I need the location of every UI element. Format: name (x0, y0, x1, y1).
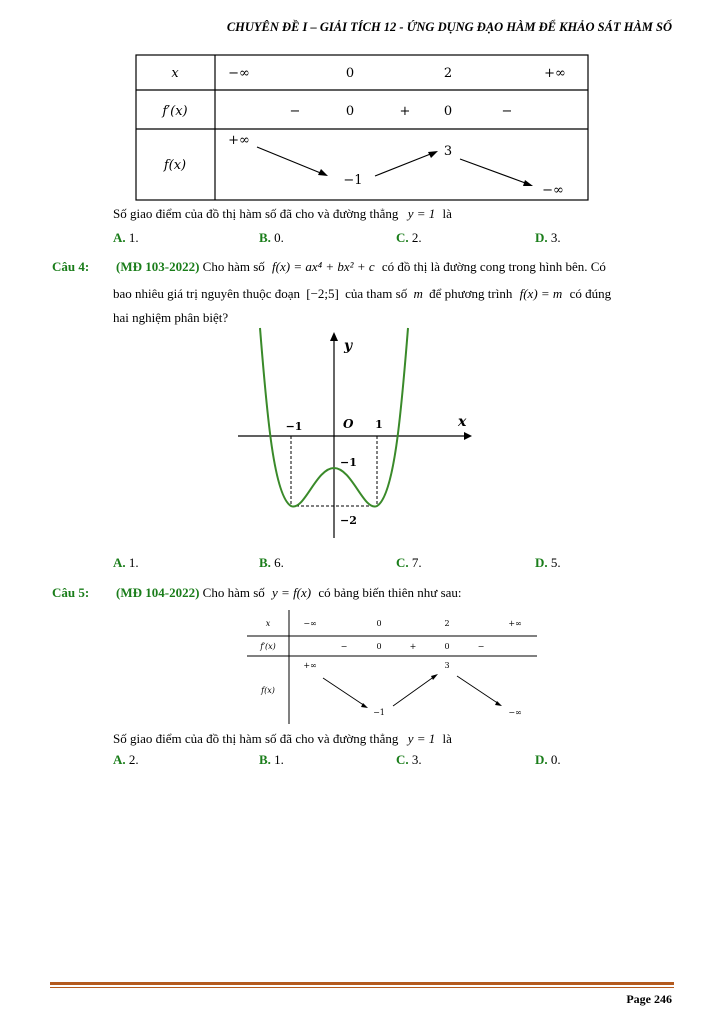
graph-x-label: x (458, 414, 467, 430)
option-value: 6. (274, 555, 284, 570)
table1-arrow-down (257, 147, 328, 176)
table2-f-value: −∞ (508, 708, 522, 717)
q4-text: của tham số (345, 286, 408, 301)
q4-text: có đúng (569, 286, 612, 301)
option-letter: B. (259, 752, 271, 767)
table1-arrow-down (460, 159, 533, 186)
option-letter: A. (113, 230, 126, 245)
table2-f-value: −1 (373, 708, 385, 717)
q3-option-c[interactable] (396, 230, 422, 246)
q4-option-d[interactable] (535, 555, 561, 571)
q5-option-c[interactable] (396, 752, 422, 768)
q4-function: f(x) = ax⁴ + bx² + c (272, 259, 375, 274)
table2-arrow-down (457, 676, 502, 706)
q4-interval: [−2;5] (306, 286, 339, 301)
option-letter: C. (396, 752, 409, 767)
y-axis-arrow-icon (330, 332, 338, 341)
q5-option-a[interactable] (113, 752, 139, 768)
page-header-title: CHUYÊN ĐỀ I – GIẢI TÍCH 12 - ỨNG DỤNG ĐẠO HÀM ĐỂ KHẢO SÁT HÀM SỐ (226, 20, 672, 34)
option-value: 2. (128, 752, 139, 767)
option-value: 3. (550, 230, 561, 245)
q4-text: hai nghiệm phân biệt? (113, 310, 229, 325)
option-value: 5. (550, 555, 561, 570)
q4-text: Cho hàm số (202, 259, 265, 274)
footer-divider (50, 982, 674, 985)
q5-source: (MĐ 104-2022) (116, 585, 200, 600)
table1-fprime-value: + (399, 104, 411, 119)
table1-fprime-value: 0 (443, 104, 453, 119)
table1-x-label: x (171, 66, 179, 81)
table2-fprime-value: − (477, 642, 485, 651)
option-letter: C. (396, 230, 409, 245)
table2-f-value: +∞ (303, 661, 317, 670)
table1-f-value: −1 (343, 173, 363, 188)
q4-option-a[interactable] (113, 555, 139, 571)
q3-equation: y = 1 (407, 206, 436, 221)
q4-label: Câu 4: (52, 259, 90, 274)
option-value: 0. (550, 752, 561, 767)
graph-y-tick: −2 (340, 514, 357, 527)
x-axis-arrow-icon (464, 432, 472, 440)
q5-text: Cho hàm số (202, 585, 265, 600)
q3-option-a[interactable] (113, 230, 139, 246)
graph-y-tick: −1 (340, 456, 357, 469)
q4-text: bao nhiêu giá trị nguyên thuộc đoạn (113, 286, 301, 301)
q5-suffix: là (442, 731, 452, 746)
q3-suffix: là (442, 206, 452, 221)
table1-f-value: +∞ (228, 133, 250, 148)
table2-x-value: +∞ (508, 619, 522, 628)
option-letter: B. (259, 230, 271, 245)
graph-x-tick: 1 (375, 418, 383, 431)
option-letter: C. (396, 555, 409, 570)
table1-f-value: 3 (443, 144, 453, 159)
q5-text: có bảng biến thiên như sau: (318, 585, 462, 600)
table2-fprime-label: f′(x) (260, 642, 276, 651)
option-value: 2. (411, 230, 422, 245)
table1-fprime-value: 0 (345, 104, 355, 119)
option-letter: A. (113, 555, 126, 570)
q5-label: Câu 5: (52, 585, 90, 600)
table2-x-value: 0 (376, 619, 382, 628)
table1-fprime-value: − (501, 104, 513, 119)
table2-f-label: f(x) (261, 686, 275, 695)
q4-text: để phương trình (429, 286, 513, 301)
table2-fprime-value: 0 (444, 642, 450, 651)
option-value: 1. (128, 555, 139, 570)
option-letter: D. (535, 555, 548, 570)
option-value: 0. (274, 230, 284, 245)
q3-option-d[interactable] (535, 230, 561, 246)
table2-fprime-value: + (409, 642, 417, 651)
q4-source: (MĐ 103-2022) (116, 259, 200, 274)
table2-arrow-up (393, 674, 438, 706)
table1-fprime-label: f′(x) (162, 104, 188, 119)
graph-x-tick: −1 (285, 420, 303, 433)
graph-y-label: y (344, 338, 353, 354)
option-value: 7. (411, 555, 422, 570)
table1-x-value: −∞ (228, 66, 250, 81)
table2-x-value: −∞ (303, 619, 317, 628)
q5-question-text: Số giao điểm của đồ thị hàm số đã cho và đường thẳng (113, 731, 399, 746)
q4-param: m (413, 286, 423, 301)
table1-arrow-up (375, 151, 438, 176)
table2-arrow-down (323, 678, 368, 708)
table1-f-value: −∞ (542, 183, 564, 198)
table2-fprime-value: − (340, 642, 348, 651)
option-value: 1. (128, 230, 139, 245)
q4-text: có đồ thị là đường cong trong hình bên. Có (381, 259, 606, 274)
q3-option-b[interactable] (259, 230, 284, 246)
q4-option-c[interactable] (396, 555, 422, 571)
option-value: 3. (411, 752, 422, 767)
table2-f-value: 3 (444, 661, 450, 670)
option-letter: A. (113, 752, 126, 767)
page-number: Page 246 (626, 992, 672, 1006)
q5-function: y = f(x) (272, 585, 312, 600)
q5-option-d[interactable] (535, 752, 561, 768)
q4-function-graph (230, 326, 480, 546)
table2-x-label: x (265, 619, 271, 628)
table2-x-value: 2 (444, 619, 450, 628)
option-value: 1. (274, 752, 284, 767)
variation-table-1 (135, 54, 590, 202)
q4-equation: f(x) = m (519, 286, 563, 301)
table2-fprime-value: 0 (376, 642, 382, 651)
option-letter: D. (535, 230, 548, 245)
q5-option-b[interactable] (259, 752, 284, 768)
option-letter: D. (535, 752, 548, 767)
table1-f-label: f(x) (163, 158, 187, 173)
variation-table-2 (245, 608, 540, 726)
table1-x-value: 0 (345, 66, 355, 81)
graph-origin-label: O (343, 417, 354, 431)
table1-x-value: 2 (443, 66, 453, 81)
q5-equation: y = 1 (407, 731, 436, 746)
q4-option-b[interactable] (259, 555, 284, 571)
footer-divider (50, 987, 674, 988)
option-letter: B. (259, 555, 271, 570)
q3-question-text: Số giao điểm của đồ thị hàm số đã cho và đường thẳng (113, 206, 399, 221)
table1-fprime-value: − (289, 104, 301, 119)
table1-x-value: +∞ (544, 66, 566, 81)
